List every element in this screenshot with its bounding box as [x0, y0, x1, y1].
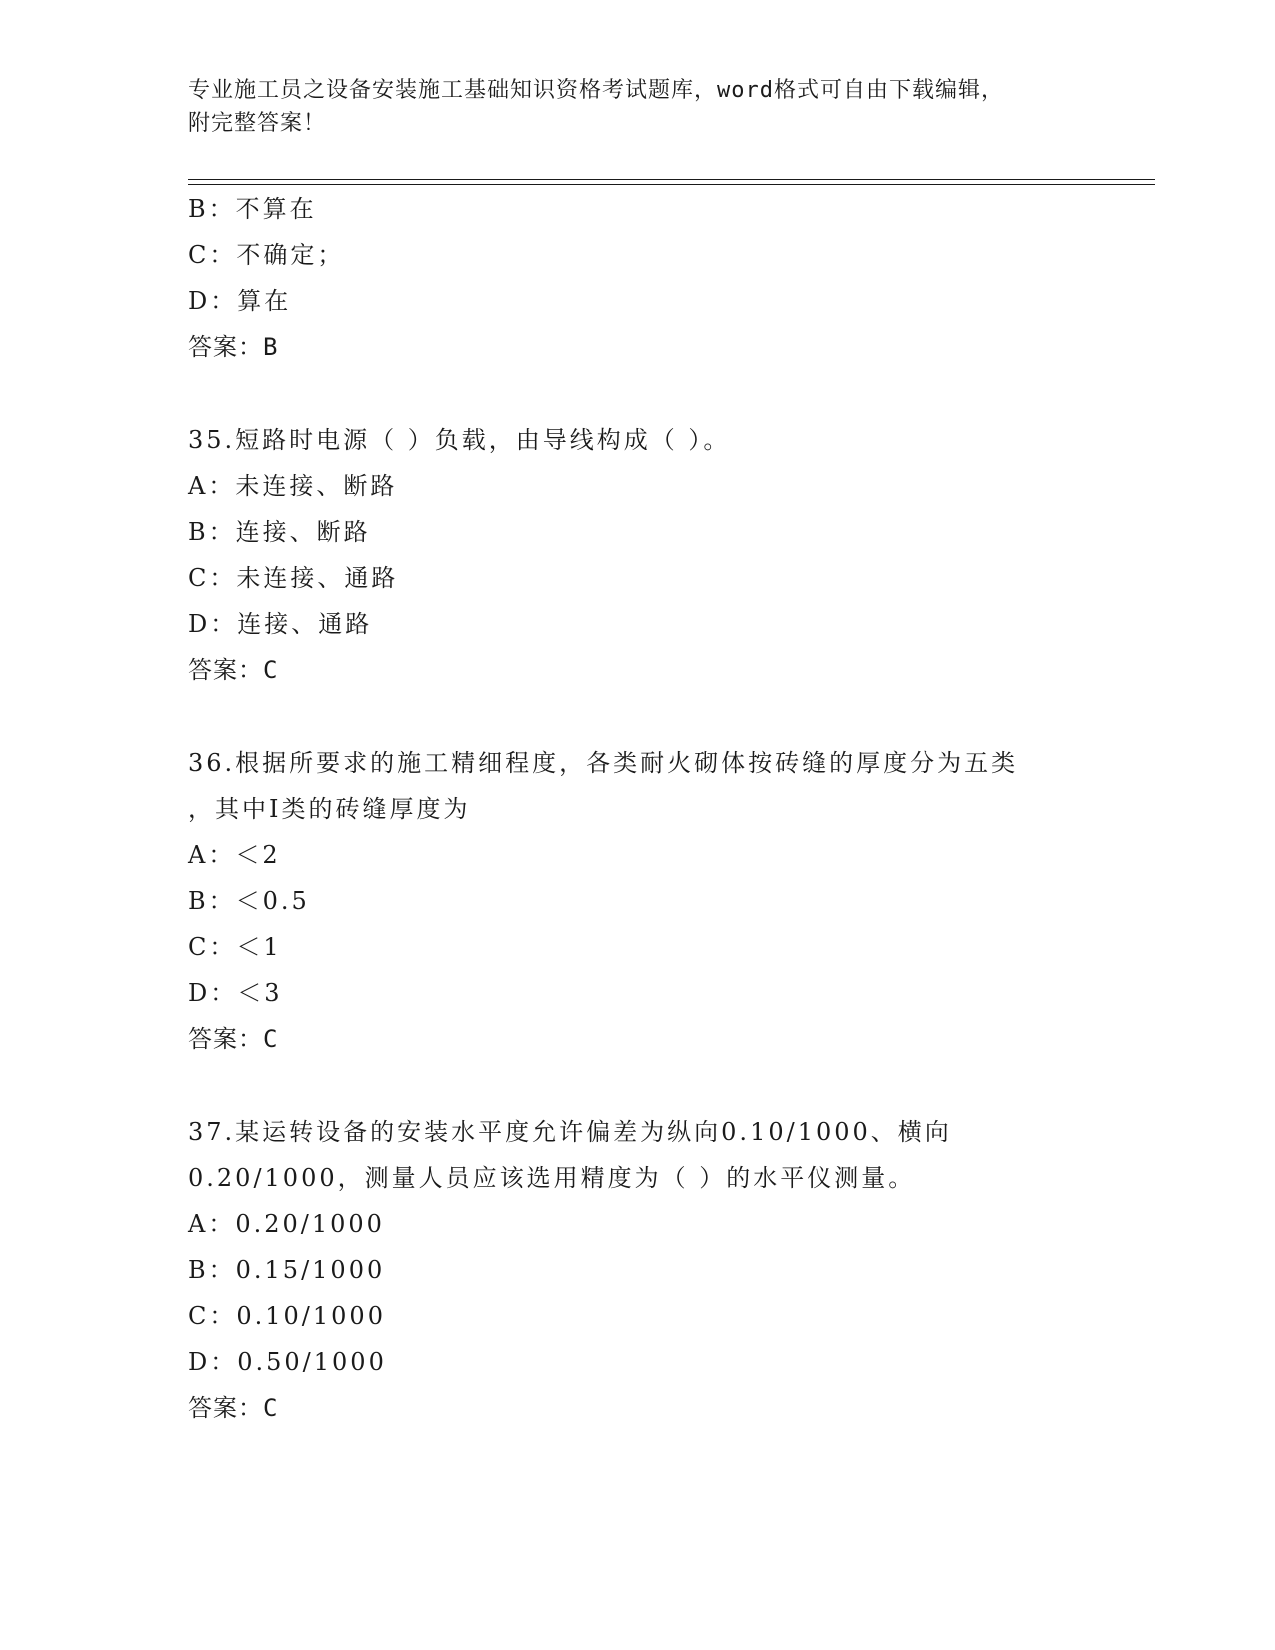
option-d: D：连接、通路 [188, 610, 373, 638]
header-line-2: 附完整答案！ [188, 111, 327, 136]
question-stem: 37.某运转设备的安装水平度允许偏差为纵向0.10/1000、横向 [188, 1118, 952, 1146]
option-a: A：未连接、断路 [188, 472, 398, 500]
question-stem-continued: ，其中Ⅰ类的砖缝厚度为 [188, 795, 471, 823]
option-c: C：0.10/1000 [188, 1302, 386, 1330]
question-35 [188, 417, 1088, 693]
page-header [188, 74, 1068, 140]
option-d: D：算在 [188, 287, 292, 315]
option-d: D：＜3 [188, 979, 283, 1007]
option-a: A：＜2 [188, 841, 281, 869]
answer-line: 答案：C [188, 656, 279, 684]
option-d: D：0.50/1000 [188, 1348, 387, 1376]
question-stem: 36.根据所要求的施工精细程度，各类耐火砌体按砖缝的厚度分为五类 [188, 749, 1019, 777]
question-stem: 35.短路时电源（ ）负载，由导线构成（ ）。 [188, 426, 731, 454]
header-double-rule [188, 179, 1155, 185]
question-37 [188, 1109, 1088, 1431]
option-b: B：连接、断路 [188, 518, 371, 546]
spacer [188, 1062, 1088, 1109]
option-c: C：＜1 [188, 933, 282, 961]
option-b: B：0.15/1000 [188, 1256, 386, 1284]
answer-line: 答案：C [188, 1025, 279, 1053]
option-a: A：0.20/1000 [188, 1210, 385, 1238]
answer-line: 答案：B [188, 333, 279, 361]
question-36 [188, 740, 1088, 1062]
answer-line: 答案：C [188, 1394, 279, 1422]
question-stem-continued: 0.20/1000，测量人员应该选用精度为（ ）的水平仪测量。 [188, 1164, 916, 1192]
option-b: B：＜0.5 [188, 887, 310, 915]
header-line-1: 专业施工员之设备安装施工基础知识资格考试题库，word格式可自由下载编辑， [188, 78, 1004, 103]
option-c: C：未连接、通路 [188, 564, 399, 592]
question-list [188, 186, 1088, 1431]
spacer [188, 370, 1088, 417]
option-c: C：不确定； [188, 241, 345, 269]
question-34-continued [188, 186, 1088, 370]
option-b: B：不算在 [188, 195, 317, 223]
spacer [188, 693, 1088, 740]
